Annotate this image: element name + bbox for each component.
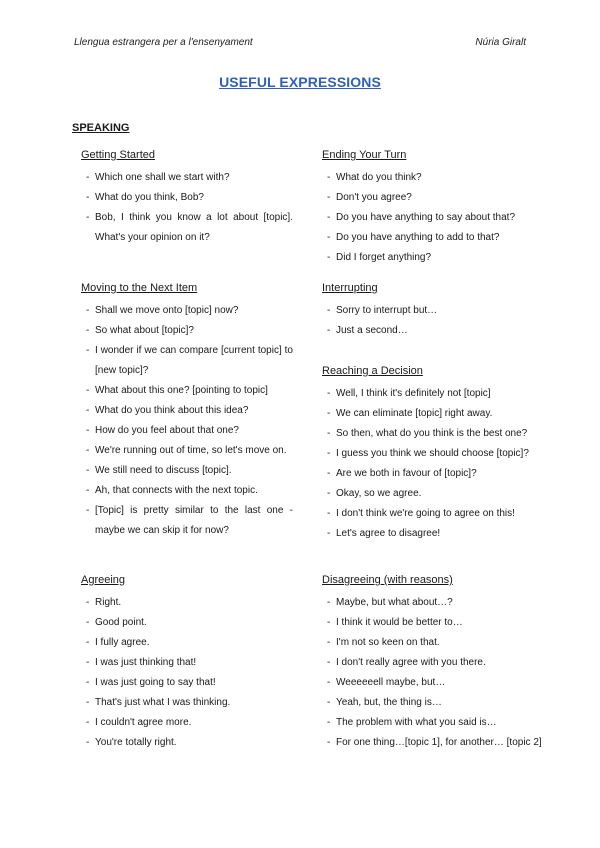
expression-list	[322, 301, 552, 341]
list-item: - Good point.	[81, 613, 293, 633]
list-item: - What about this one? [pointing to topic]	[81, 381, 293, 401]
list-item: - I don't really agree with you there.	[322, 653, 552, 673]
list-item: - How do you feel about that one?	[81, 421, 293, 441]
list-item: - Ah, that connects with the next topic.	[81, 481, 293, 501]
block-heading: Reaching a Decision	[322, 365, 423, 377]
list-item: - I wonder if we can compare [current topic] to [new topic]?	[81, 341, 293, 381]
block-reaching-decision	[322, 364, 552, 544]
list-item: - Just a second…	[322, 321, 552, 341]
list-item: - What do you think, Bob?	[81, 188, 293, 208]
list-item: - Don't you agree?	[322, 188, 552, 208]
expression-list	[322, 593, 552, 753]
list-item: - [Topic] is pretty similar to the last one - maybe we can skip it for now?	[81, 501, 293, 541]
list-item: - Yeah, but, the thing is…	[322, 693, 552, 713]
list-item: - We still need to discuss [topic].	[81, 461, 293, 481]
list-item: - Do you have anything to add to that?	[322, 228, 552, 248]
list-item: - Bob, I think you know a lot about [topic]. What's your opinion on it?	[81, 208, 293, 248]
list-item: - I fully agree.	[81, 633, 293, 653]
block-getting-started	[81, 148, 293, 248]
page-title: USEFUL EXPRESSIONS	[219, 74, 381, 90]
list-item: - You're totally right.	[81, 733, 293, 753]
header-course: Llengua estrangera per a l'ensenyament	[74, 37, 253, 48]
list-item: - Do you have anything to say about that?	[322, 208, 552, 228]
list-item: - Are we both in favour of [topic]?	[322, 464, 552, 484]
list-item: - I guess you think we should choose [topic]?	[322, 444, 552, 464]
list-item: - Right.	[81, 593, 293, 613]
block-heading: Agreeing	[81, 574, 126, 586]
list-item: - I think it would be better to…	[322, 613, 552, 633]
list-item: - So then, what do you think is the best one?	[322, 424, 552, 444]
list-item: - Sorry to interrupt but…	[322, 301, 552, 321]
block-ending-turn	[322, 148, 552, 268]
section-heading: SPEAKING	[72, 122, 130, 134]
list-item: - We can eliminate [topic] right away.	[322, 404, 552, 424]
block-agreeing	[81, 573, 293, 753]
block-heading: Getting Started	[81, 149, 155, 161]
list-item: - Let's agree to disagree!	[322, 524, 552, 544]
list-item: - What do you think?	[322, 168, 552, 188]
expression-list	[81, 301, 293, 541]
header-author: Núria Giralt	[475, 37, 526, 48]
expression-list	[322, 384, 552, 544]
block-heading: Ending Your Turn	[322, 149, 407, 161]
expression-list	[81, 168, 293, 248]
list-item: - Okay, so we agree.	[322, 484, 552, 504]
list-item: - I was just thinking that!	[81, 653, 293, 673]
list-item: - Maybe, but what about…?	[322, 593, 552, 613]
list-item: - I don't think we're going to agree on this!	[322, 504, 552, 524]
list-item: - The problem with what you said is…	[322, 713, 552, 733]
block-heading: Disagreeing (with reasons)	[322, 574, 453, 586]
list-item: - Weeeeeell maybe, but…	[322, 673, 552, 693]
list-item: - I couldn't agree more.	[81, 713, 293, 733]
list-item: - That's just what I was thinking.	[81, 693, 293, 713]
block-interrupting	[322, 281, 552, 341]
list-item: - So what about [topic]?	[81, 321, 293, 341]
list-item: - What do you think about this idea?	[81, 401, 293, 421]
block-heading: Moving to the Next Item	[81, 282, 198, 294]
block-disagreeing	[322, 573, 552, 753]
list-item: - We're running out of time, so let's move on.	[81, 441, 293, 461]
list-item: - For one thing…[topic 1], for another… [topic 2]	[322, 733, 552, 753]
expression-list	[322, 168, 552, 268]
list-item: - Did I forget anything?	[322, 248, 552, 268]
list-item: - I was just going to say that!	[81, 673, 293, 693]
block-next-item	[81, 281, 293, 541]
block-heading: Interrupting	[322, 282, 378, 294]
expression-list	[81, 593, 293, 753]
list-item: - Well, I think it's definitely not [topic]	[322, 384, 552, 404]
list-item: - Shall we move onto [topic] now?	[81, 301, 293, 321]
list-item: - Which one shall we start with?	[81, 168, 293, 188]
list-item: - I'm not so keen on that.	[322, 633, 552, 653]
